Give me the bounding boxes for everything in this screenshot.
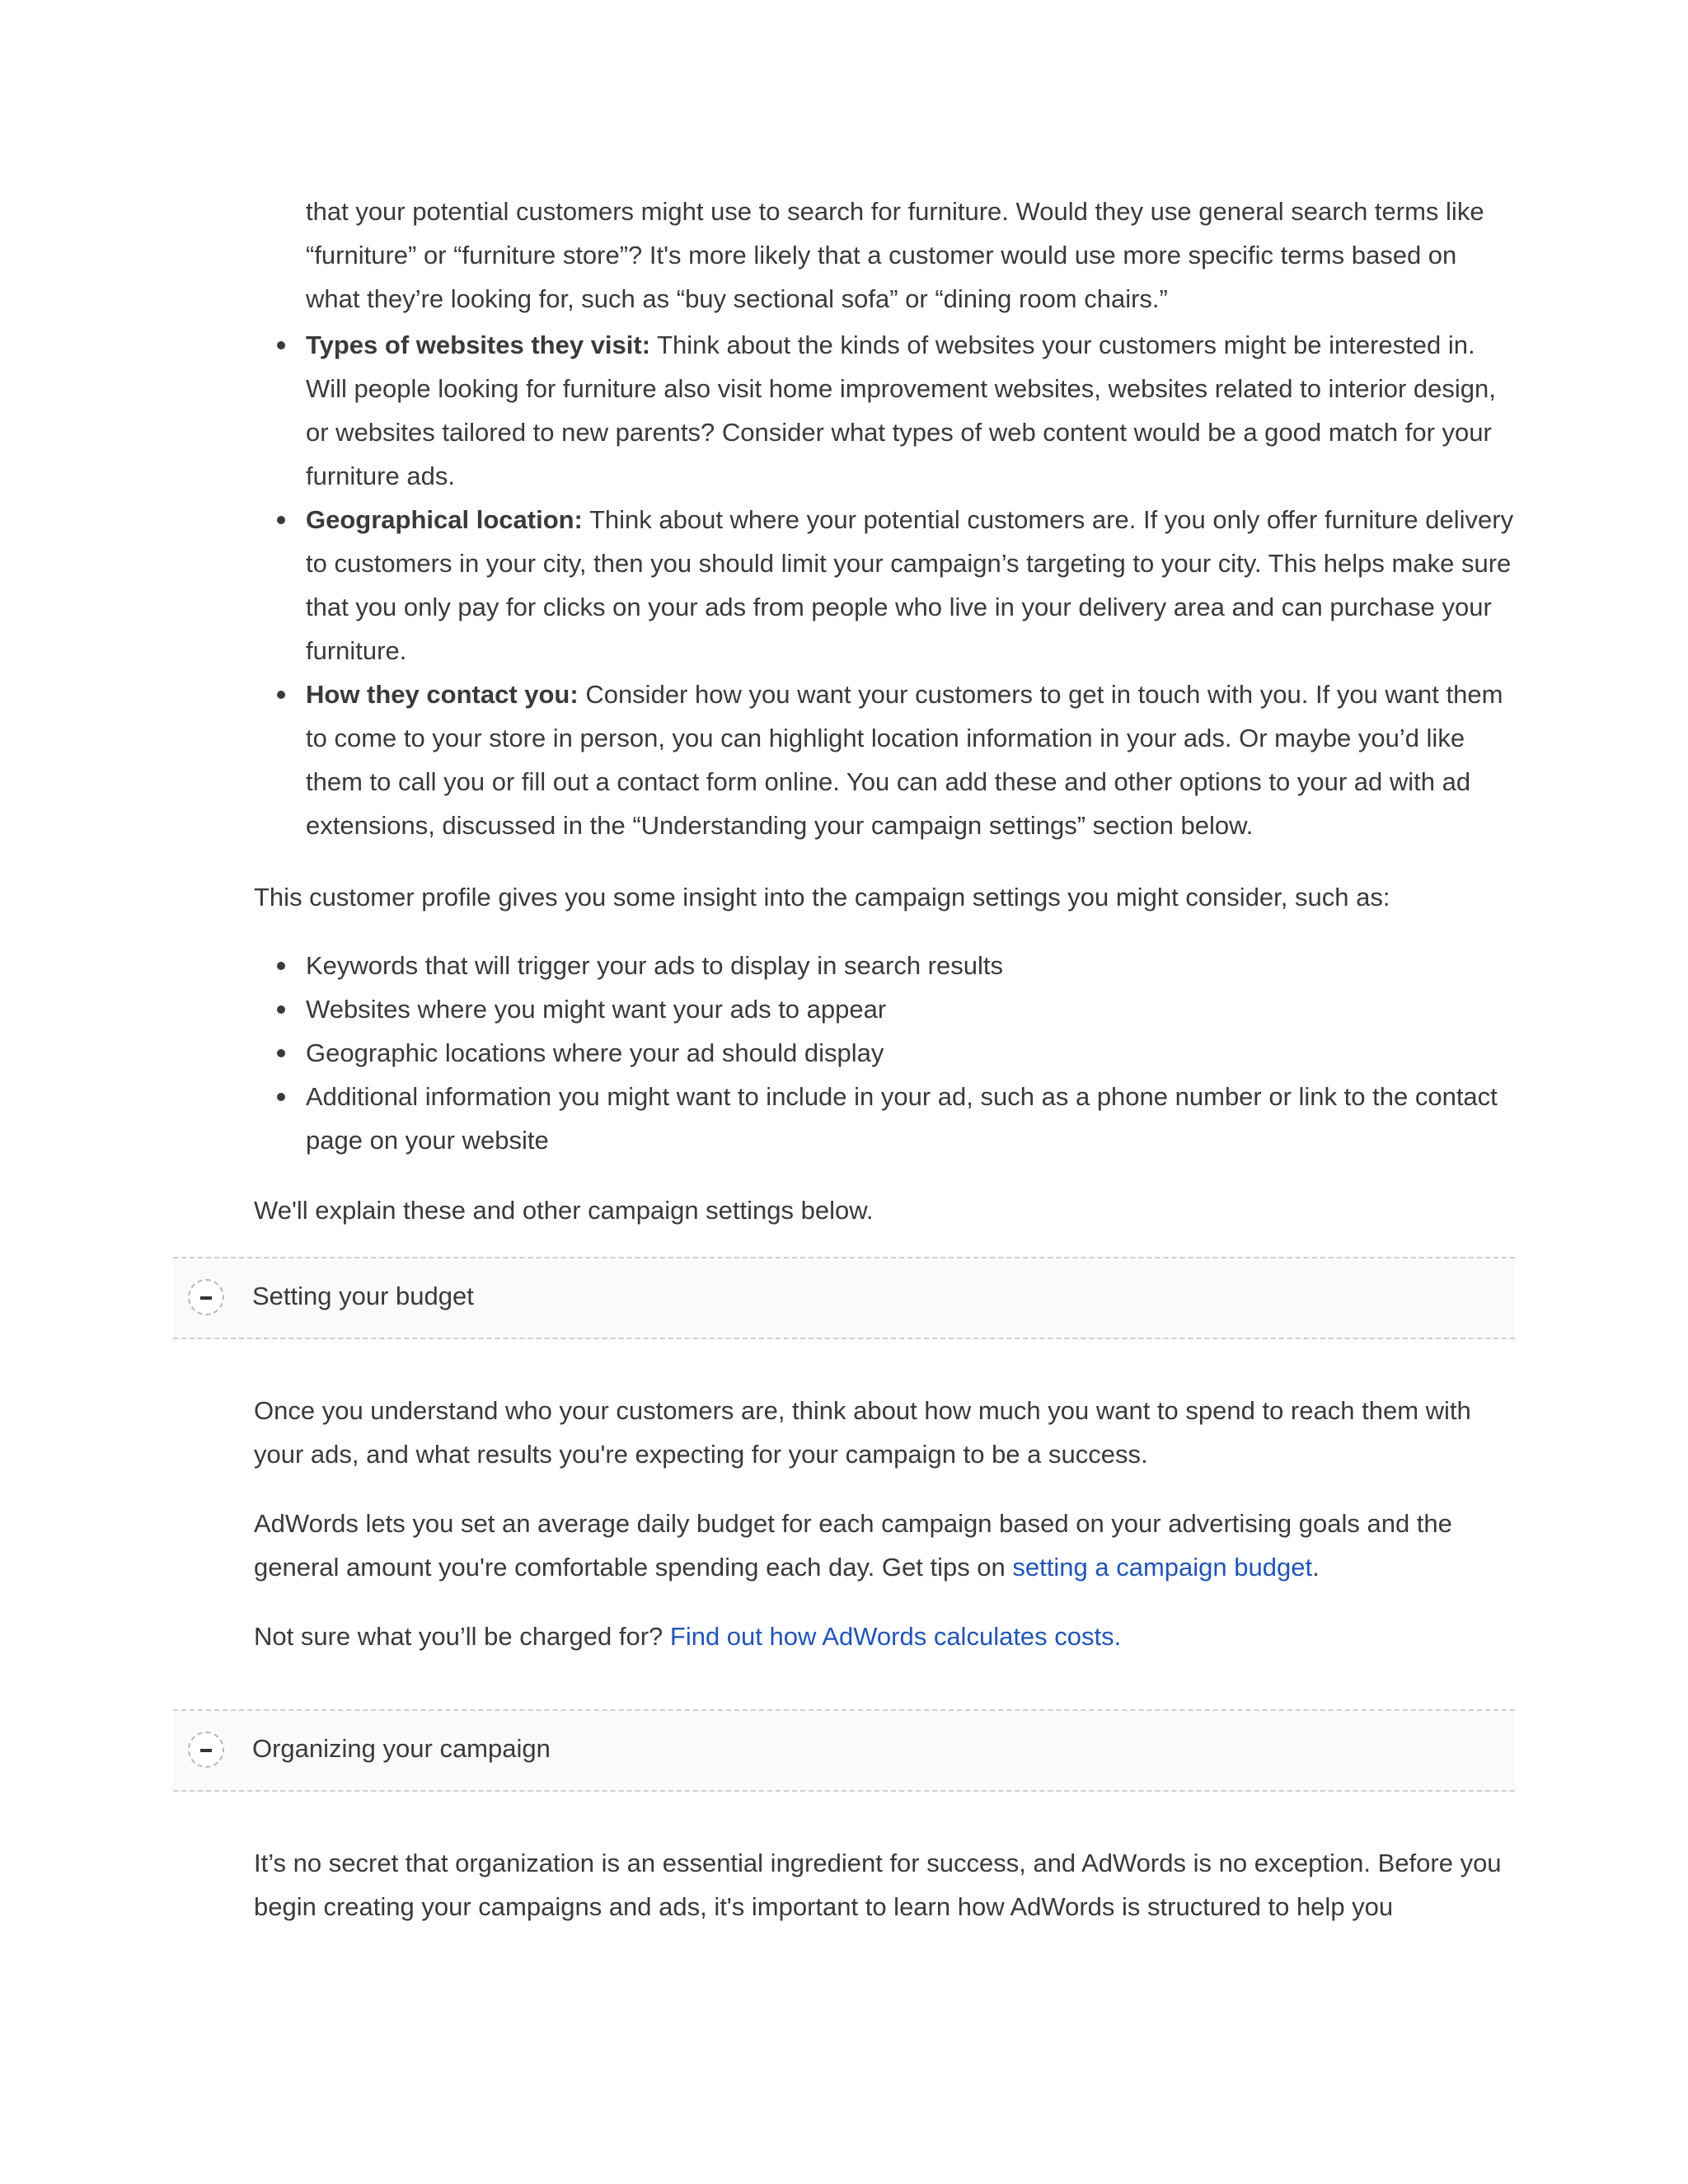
- budget-paragraph-1: Once you understand who your customers are, think about how much you want to spend to reach them with your ads, and what results you're expecting for your campaign to be a success.: [254, 1396, 1471, 1469]
- list-item: Additional information you might want to include in your ad, such as a phone number or link to the contact page on your website: [254, 1075, 1515, 1162]
- bullet-text-websites: Think about the kinds of websites your customers might be interested in. Will people looking for furniture also visit home improvement websites, websites related to interior design, or websites tailored to new parents? Consider what types of web content would be a good match for your furniture ads.: [306, 330, 1496, 490]
- budget-paragraph-3: [254, 1615, 1515, 1658]
- adwords-costs-link[interactable]: Find out how AdWords calculates costs.: [669, 1622, 1122, 1651]
- list-item: Keywords that will trigger your ads to display in search results: [254, 944, 1515, 987]
- setting-campaign-budget-link[interactable]: setting a campaign budget: [1012, 1553, 1313, 1582]
- accordion-title-budget[interactable]: Setting your budget: [252, 1282, 474, 1310]
- bullet-label-contact: How they contact you:: [306, 680, 579, 709]
- list-item: Geographic locations where your ad should display: [254, 1031, 1515, 1075]
- organizing-paragraph-1: It’s no secret that organization is an essential ingredient for success, and AdWords is no exception. Before you begin creating your campaigns and ads, it's important to learn how AdWords is structured to help you: [254, 1849, 1502, 1921]
- list-item: Websites where you might want your ads to appear: [254, 987, 1515, 1031]
- budget-para2-block: [254, 1502, 1515, 1589]
- explain-block: [254, 1188, 1515, 1232]
- accordion-title-organizing[interactable]: Organizing your campaign: [252, 1734, 551, 1763]
- budget-paragraph-2-end: .: [1312, 1553, 1320, 1582]
- bullet-label-location: Geographical location:: [306, 505, 583, 534]
- profile-bullet-list: [254, 323, 1515, 847]
- intro-continuation-text: that your potential customers might use to search for furniture. Would they use general search terms like “furniture” or “furniture store”? It's more likely that a customer would use more specific terms based on what they’re looking for, such as “buy sectional sofa” or “dining room chairs.”: [306, 197, 1484, 313]
- budget-para3-block: [254, 1615, 1515, 1658]
- collapse-minus-icon[interactable]: [188, 1732, 224, 1768]
- bullet-label-websites: Types of websites they visit:: [306, 330, 651, 359]
- budget-paragraph-2: [254, 1502, 1515, 1589]
- settings-bullets-block: [254, 944, 1515, 1162]
- organizing-para1-block: [254, 1841, 1515, 1929]
- accordion-header-organizing[interactable]: [173, 1709, 1515, 1792]
- budget-para1-block: [254, 1389, 1515, 1476]
- collapse-minus-icon[interactable]: [188, 1279, 224, 1315]
- budget-paragraph-3-text: Not sure what you’ll be charged for?: [254, 1622, 670, 1651]
- profile-bullets-block: [254, 323, 1515, 847]
- explain-text: We'll explain these and other campaign settings below.: [254, 1196, 874, 1225]
- list-item: [254, 498, 1515, 673]
- list-item: [254, 673, 1515, 847]
- bullet-text-location: Think about where your potential customers are. If you only offer furniture delivery to customers in your city, then you should limit your campaign’s targeting to your city. This helps make sure that you only pay for clicks on your ads from people who live in your delivery area and can purchase your furniture.: [306, 505, 1514, 665]
- budget-paragraph-2-text: AdWords lets you set an average daily budget for each campaign based on your advertising goals and the general amount you're comfortable spending each day. Get tips on: [254, 1509, 1452, 1582]
- list-item: [254, 323, 1515, 498]
- bullet-text-contact: Consider how you want your customers to get in touch with you. If you want them to come to your store in person, you can highlight location information in your ads. Or maybe you’d like them to call you or fill out a contact form online. You can add these and other options to your ad with ad extensions, discussed in the “Understanding your campaign settings” section below.: [306, 680, 1503, 840]
- settings-bullet-list: [254, 944, 1515, 1162]
- intro-continuation-block: [254, 190, 1515, 321]
- profile-summary-text: This customer profile gives you some insight into the campaign settings you might consider, such as:: [254, 883, 1390, 912]
- profile-summary-block: [254, 875, 1515, 919]
- accordion-header-budget[interactable]: [173, 1257, 1515, 1339]
